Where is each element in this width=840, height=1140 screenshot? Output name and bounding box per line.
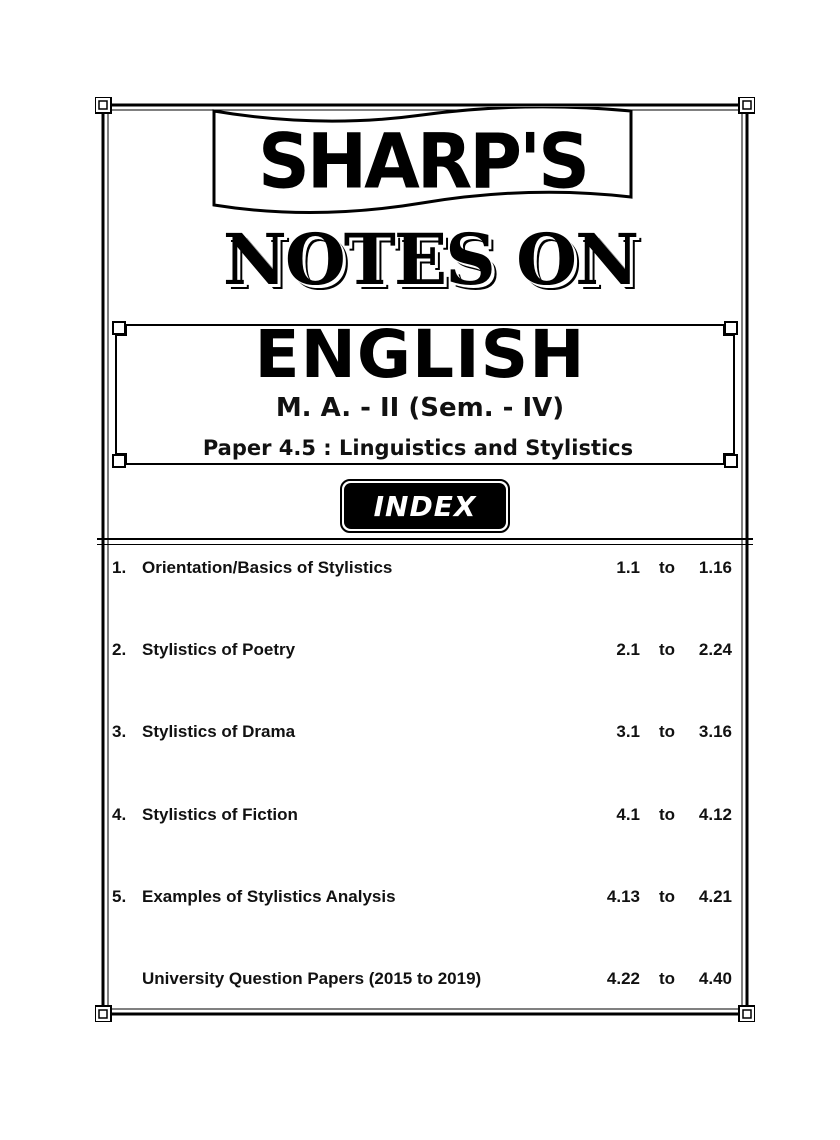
- toc-end-page: 4.40: [698, 969, 732, 988]
- brand-title: SHARP'S: [258, 116, 587, 206]
- toc-number: 5.: [112, 887, 127, 906]
- toc-number: 4.: [112, 805, 127, 824]
- toc-title: University Question Papers (2015 to 2019): [142, 969, 482, 988]
- toc-row: [0, 640, 840, 664]
- toc-to: to: [658, 887, 676, 906]
- toc-number: 3.: [112, 722, 127, 741]
- toc-to: to: [658, 805, 676, 824]
- toc-to: to: [658, 558, 676, 577]
- toc-row: [0, 558, 840, 582]
- toc-start-page: 4.22: [606, 969, 640, 988]
- toc-to: to: [658, 640, 676, 659]
- toc-start-page: 4.1: [616, 805, 640, 824]
- section-divider-thin: [97, 544, 753, 545]
- toc-start-page: 1.1: [616, 558, 640, 577]
- toc-number: 2.: [112, 640, 127, 659]
- toc-end-page: 3.16: [698, 722, 732, 741]
- toc-start-page: 3.1: [616, 722, 640, 741]
- course-label: M. A. - II (Sem. - IV): [275, 393, 565, 423]
- toc-title: Orientation/Basics of Stylistics: [142, 558, 393, 577]
- paper-title: Paper 4.5 : Linguistics and Stylistics: [202, 436, 634, 460]
- toc-end-page: 2.24: [698, 640, 732, 659]
- toc-row: [0, 805, 840, 829]
- toc-row: [0, 887, 840, 911]
- toc-title: Stylistics of Drama: [142, 722, 296, 741]
- toc-to: to: [658, 969, 676, 988]
- toc-title: Examples of Stylistics Analysis: [142, 887, 396, 906]
- toc-title: Stylistics of Fiction: [142, 805, 298, 824]
- toc-start-page: 2.1: [616, 640, 640, 659]
- toc-title: Stylistics of Poetry: [142, 640, 296, 659]
- index-label: INDEX: [344, 483, 506, 529]
- toc-end-page: 1.16: [698, 558, 732, 577]
- series-title: NOTES ON: [222, 218, 638, 301]
- toc-start-page: 4.13: [606, 887, 640, 906]
- toc-row: [0, 969, 840, 993]
- subject-title: ENGLISH: [254, 316, 586, 393]
- toc-number: 1.: [112, 558, 127, 577]
- toc-to: to: [658, 722, 676, 741]
- brand-banner: [210, 107, 635, 217]
- toc-end-page: 4.21: [698, 887, 732, 906]
- index-badge: [340, 479, 510, 533]
- section-divider: [97, 538, 753, 540]
- toc-end-page: 4.12: [698, 805, 732, 824]
- toc-row: [0, 722, 840, 746]
